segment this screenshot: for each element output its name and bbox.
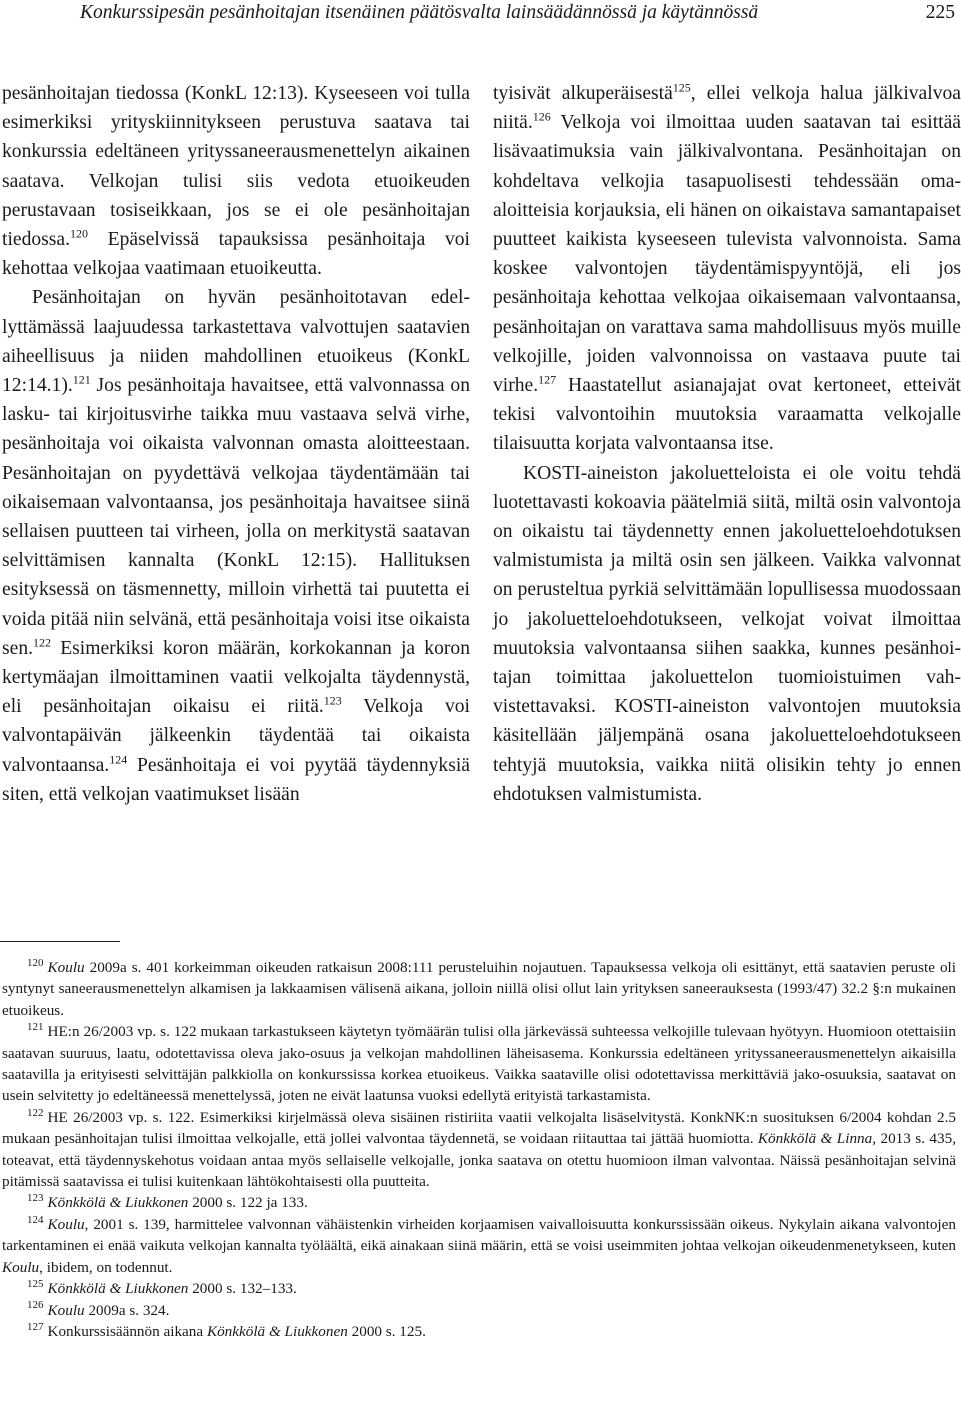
footnote-number: 125 xyxy=(27,1278,44,1291)
footnotes-section xyxy=(2,957,956,1342)
left-column xyxy=(2,79,470,809)
text-run: tyisivät alkuperäisestä xyxy=(493,83,673,104)
text-run: , ellei velkoja halua jälkivalvoa niitä. xyxy=(493,83,961,134)
footnote-ref-121[interactable]: 121 xyxy=(72,372,91,387)
footnote-number: 127 xyxy=(27,1320,44,1333)
footnote-123 xyxy=(2,1192,956,1213)
footnote-number: 121 xyxy=(27,1021,44,1034)
footnote-number: 120 xyxy=(27,956,44,969)
text-run: Pesänhoitaja ei voi pyytää täydennyksiä siten, että velkojan vaatimukset lisään xyxy=(2,754,470,805)
footnote-divider xyxy=(0,941,120,942)
text-run: Epäselvissä tapauksissa pesänhoitaja voi kehottaa velkojaa vaatimaan etuoikeutta. xyxy=(2,229,470,280)
paragraph xyxy=(2,79,470,283)
footnote-text: 2000 s. 122 ja 133. xyxy=(188,1194,308,1212)
running-head xyxy=(80,2,955,24)
footnote-ref-120[interactable]: 120 xyxy=(70,226,89,241)
right-column xyxy=(493,79,961,809)
footnote-number: 122 xyxy=(27,1106,44,1119)
paragraph: KOSTI-aineiston jakoluetteloista ei ole voitu tehdä luotettavasti kokoavia päätelmiä siitä, miltä osin valvontoja on oikaistu tai täydennetty ennen jakoluetteloehdotuksen valmistumista ja miltä osin sen jälkeen. Vaikka valvonnat on perusteltua pyrkiä selvittämään lopullisessa muodossaan jo jakoluetteloehdotukseen, velkojat voivat ilmoittaa muutoksia valvontaansa siihen saakka, kunnes pesänhoitajan toimittaa jakoluettelon tuomioistuimen vahvistettavaksi. KOSTI-aineiston valvontojen muutoksia käsitellään jäljempänä osana jakoluetteloehdotukseen tehtyjä muutoksia, vaikka niitä olisikin tehty jo ennen ehdotuksen valmistumista. xyxy=(493,462,961,805)
author-name: Könkkölä & Liukkonen xyxy=(206,1322,348,1340)
text-run: Haastatellut asianajajat ovat kertoneet, etteivät tekisi valvontoihin muutoksia varaamatta velkojalle tilaisuutta korjata valvontaansa itse. xyxy=(493,375,961,455)
footnote-125 xyxy=(2,1278,956,1299)
footnote-124 xyxy=(2,1214,956,1278)
page-number: 225 xyxy=(925,2,955,23)
footnote-ref-124[interactable]: 124 xyxy=(109,752,128,767)
footnote-text: , ibidem, on todennut. xyxy=(39,1258,173,1276)
text-run: Esimerkiksi koron määrän, korkokannan ja koron kertymäajan ilmoittaminen vaatii velkojalta täydennystä, eli pesänhoitajan oikaisu ei riitä. xyxy=(2,637,470,718)
author-name: Könkkölä & Linna xyxy=(757,1130,873,1148)
footnote-text: , 2001 s. 139, harmittelee valvonnan vähäistenkin virheiden korjaamisen vaivalloisuutta konkurssissään oikeus. Nykylain aikana valvontojen tarkentaminen ei enää vaikuta velkojan kannalta työläältä, eikä ainakaan siinä määrin, että se voisi useimmiten johtaa velkojan oikeudenmenetykseen, kuten xyxy=(2,1215,956,1255)
author-name: Koulu xyxy=(2,1258,40,1276)
footnote-127 xyxy=(2,1321,956,1342)
footnote-number: 124 xyxy=(27,1213,44,1226)
paragraph xyxy=(2,283,470,809)
author-name: Könkkölä & Liukkonen xyxy=(47,1194,189,1212)
footnote-120 xyxy=(2,957,956,1021)
footnote-number: 126 xyxy=(27,1299,44,1312)
footnote-122 xyxy=(2,1107,956,1193)
footnote-121 xyxy=(2,1021,956,1107)
footnote-ref-122[interactable]: 122 xyxy=(33,635,52,650)
footnote-ref-127[interactable]: 127 xyxy=(538,372,557,387)
footnote-text: 2009a s. 324. xyxy=(84,1301,170,1319)
author-name: Koulu xyxy=(47,1301,85,1319)
author-name: Könkkölä & Liukkonen xyxy=(47,1280,189,1298)
text-run: pesänhoitajan tiedossa (KonkL 12:13). Kyseeseen voi tulla esimerkiksi yrityskiinnitykseen perustuva saatava tai konkurssia edeltäneen yrityssaneerausmenettelyn aikainen saatava. Velkojan tulisi siis vedota etuoikeuden perustavaan tosiseikkaan, jos se ei ole pesänhoitajan tiedossa. xyxy=(2,83,470,251)
text-run: Velkoja voi ilmoittaa uuden saatavan tai esittää lisävaatimuksia vain jälkivalvontana. Pesänhoitajan on kohdeltava velkojia tasapuolisesti tehdessään oma-aloitteisia korjauksia, eli hänen on oikaistava samantapaiset puutteet kaikista kyseeseen tulevista valvonnoista. Sama koskee valvontojen täydentämispyyntöjä, eli jos pesänhoitaja kehottaa velkojaa oikaisemaan valvontaansa, pesänhoitajan on varattava sama mahdollisuus myös muille velkojille, joiden valvonnoissa on vastaava puute tai virhe. xyxy=(493,112,961,397)
footnote-text: HE:n 26/2003 vp. s. 122 mukaan tarkastukseen käytetyn työmäärän tulisi olla järkevässä suhteessa velkojille tulevaan hyötyyn. Huomioon otettaisiin saatavan suuruus, laatu, odotettavissa oleva jako-osuus ja velkojan mahdollinen läheisasema. Konkurssia edeltäneen yrityssaneerausmenettelyn aikaisilla saatavilla ja erityisesti selvittäjän palkkiolla on konkurssissa korkea etuoikeus. Vaikka saataville olisi odotettavissa merkittäviä jako-osuuksia, saatavat on usein selvitetty jo edeltäneessä menettelyssä, joten ne eivät laatunsa vuoksi edellytä erityistä tarkastamista. xyxy=(2,1023,956,1105)
footnote-text: 2000 s. 125. xyxy=(347,1322,426,1340)
footnote-ref-125[interactable]: 125 xyxy=(672,80,691,95)
author-name: Koulu xyxy=(47,1215,85,1233)
footnote-number: 123 xyxy=(27,1192,44,1205)
text-run: Velkoja voi valvontapäivän jälkeenkin täydentää tai oikaista valvontaansa. xyxy=(2,696,470,776)
paragraph xyxy=(493,79,961,459)
running-head-title: Konkurssipesän pesänhoitajan itsenäinen päätösvalta lainsäädännössä ja käytännössä xyxy=(80,2,759,23)
footnote-text: HE 26/2003 vp. s. 122. Esimerkiksi kirjelmässä oleva sisäinen ristiriita vaatii velkojalta lisäselvitystä. KonkNK:n suosituksen 6/2004 kohdan 2.5 mukaan pesänhoitajan tulisi ilmoittaa velkojalle, että jollei valvontaa täydennetä, se voidaan riitauttaa tai jättää huomiotta. xyxy=(2,1108,956,1148)
text-run: Pesänhoitajan on hyvän pesänhoitotavan edellyttämässä laajuudessa tarkastettava valvottujen saatavien aiheellisuus ja niiden mahdollinen etuoikeus (KonkL 12:14.1). xyxy=(2,287,470,397)
footnote-ref-123[interactable]: 123 xyxy=(323,693,342,708)
footnote-ref-126[interactable]: 126 xyxy=(532,109,551,124)
text-run: Jos pesänhoitaja havaitsee, että valvonnassa on lasku- tai kirjoitusvirhe taikka muu vastaava selvä virhe, pesänhoitaja voi oikaista valvonnan omasta aloitteestaan. Pesänhoitajan on pyydettävä velkojaa täydentämään tai oikaisemaan valvontaansa, jos pesänhoitaja havaitsee siinä sellaisen puutteen tai virheen, jolla on merkitystä saatavan selvittämisen kannalta (KonkL 12:15). Hallituksen esityksessä on täsmennetty, milloin virhettä tai puutetta ei voida pitää niin selvänä, että pesänhoitaja voisi itse oikaista sen. xyxy=(2,375,470,659)
footnote-text: 2009a s. 401 korkeimman oikeuden ratkaisun 2008:111 perusteluihin nojautuen. Tapauksessa velkoja oli esittänyt, että saatavien peruste oli syntynyt saneerausmenettelyn alkamisen ja lakkaamisen välisenä aikana, jolloin niillä olisi ollut lain yrityksen saneerauksesta (1993/47) 32.2 §:n mukainen etuoikeus. xyxy=(2,959,956,1019)
footnote-text: Konkurssisäännön aikana xyxy=(47,1322,207,1340)
author-name: Koulu xyxy=(47,959,85,976)
footnote-126 xyxy=(2,1300,956,1321)
footnote-text: , 2013 s. 435, toteavat, että täydennyskehotus voidaan antaa myös sellaiselle velkojalle, jonka saatava on otettu huomioon ilman valvontaa. Näissä pesänhoitajan selvinä pitämissä saatavissa ei tulisi kuitenkaan lähtökohtaisesti olla puutteita. xyxy=(2,1130,956,1191)
footnote-text: 2000 s. 132–133. xyxy=(188,1280,297,1298)
